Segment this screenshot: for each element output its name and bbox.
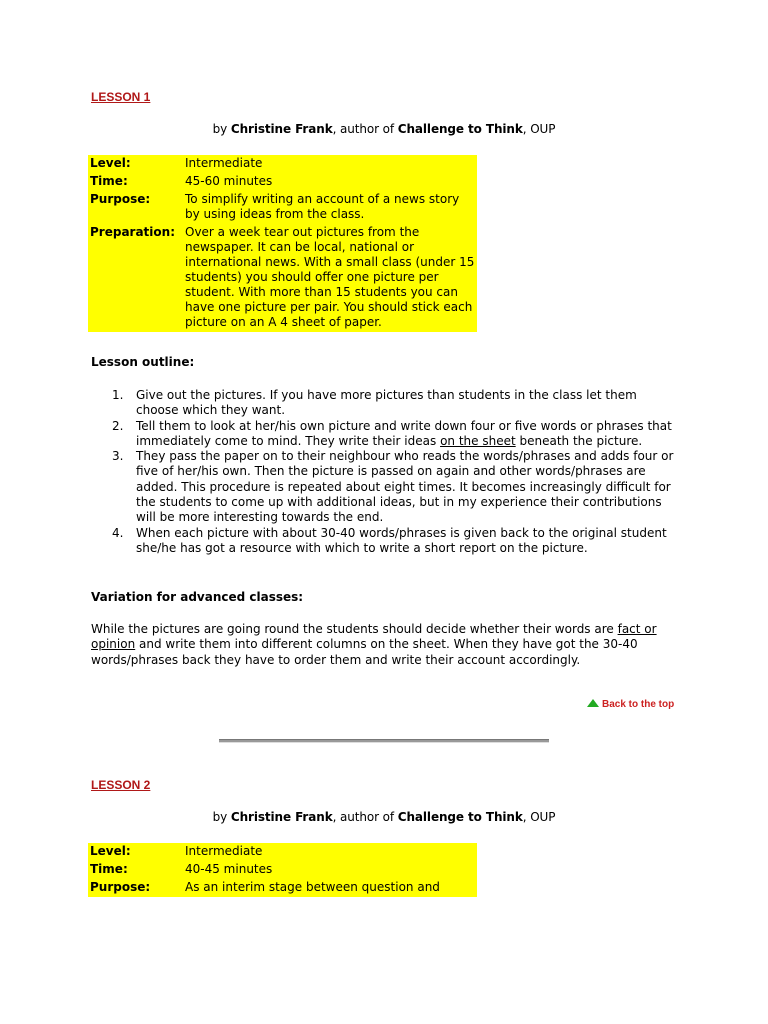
back-to-top-link[interactable] — [587, 699, 674, 710]
list-item — [112, 388, 679, 419]
list-item-text: When each picture with about 30-40 words/phrases is given back to the original student she/he has got a resource with which to write a short report on the picture. — [136, 525, 667, 555]
info-row-time — [88, 173, 477, 191]
variation-heading: Variation for advanced classes: — [91, 590, 304, 604]
info-label: Time: — [90, 862, 128, 876]
info-row-time — [88, 861, 477, 879]
lesson-outline-list — [91, 388, 679, 556]
list-item-text: beneath the picture. — [515, 433, 643, 448]
lesson-1-byline — [0, 122, 768, 136]
info-row-preparation — [88, 224, 477, 332]
info-row-level — [88, 843, 477, 861]
byline-by: by — [212, 810, 228, 824]
info-row-purpose — [88, 191, 477, 224]
fact-or-opinion-link[interactable]: fact or opinion — [91, 622, 657, 652]
list-item — [112, 418, 679, 450]
info-row-level — [88, 155, 477, 173]
lesson-2-link[interactable]: LESSON 2 — [91, 778, 151, 792]
byline-book: Challenge to Think — [397, 122, 523, 136]
info-value: To simplify writing an account of a news story by using ideas from the class. — [185, 192, 460, 221]
on-the-sheet-link[interactable]: on the sheet — [440, 433, 516, 448]
info-label: Preparation: — [90, 225, 175, 239]
byline-author: Christine Frank — [230, 122, 333, 136]
lesson-1-link[interactable]: LESSON 1 — [91, 90, 151, 104]
lesson-2-info-table — [88, 843, 477, 897]
info-label: Level: — [90, 156, 131, 170]
byline-author-of: , author of — [332, 122, 395, 136]
byline-author-of: , author of — [332, 810, 395, 824]
byline-publisher: , OUP — [522, 810, 556, 824]
info-label: Purpose: — [90, 192, 151, 206]
info-label: Level: — [90, 844, 131, 858]
list-item — [112, 525, 679, 557]
variation-paragraph — [91, 622, 673, 668]
lesson-2-byline — [0, 810, 768, 824]
info-label: Purpose: — [90, 880, 151, 894]
variation-text: While the pictures are going round the students should decide whether their words are — [91, 622, 618, 636]
list-item-text: Tell them to look at her/his own picture and write down four or five words or phrases that immediately come to mind. They write their ideas — [136, 418, 672, 448]
section-divider — [219, 739, 549, 743]
info-value: As an interim stage between question and — [185, 880, 440, 894]
list-item-text: Give out the pictures. If you have more pictures than students in the class let them choose which they want. — [136, 388, 637, 418]
back-to-top-label: Back to the top — [602, 699, 675, 710]
list-item-text: They pass the paper on to their neighbour who reads the words/phrases and adds four or five of her/his own. Then the picture is passed on again and other words/phrases are added. This procedure is repeated about eight times. It becomes increasingly difficult for the students to come up with additional ideas, but in my experience their contributions will be more interesting towards the end. — [136, 449, 674, 525]
byline-by: by — [212, 122, 228, 136]
list-item-number: 1. — [112, 388, 124, 402]
arrow-up-icon — [587, 699, 599, 707]
info-value: Intermediate — [185, 844, 263, 858]
info-row-purpose — [88, 879, 477, 897]
byline-publisher: , OUP — [522, 122, 556, 136]
info-value: 45-60 minutes — [185, 174, 273, 188]
byline-author: Christine Frank — [230, 810, 333, 824]
byline-book: Challenge to Think — [397, 810, 523, 824]
info-value: Intermediate — [185, 156, 263, 170]
list-item-number: 4. — [112, 525, 124, 540]
list-item-number: 3. — [112, 449, 124, 464]
lesson-outline-heading: Lesson outline: — [91, 355, 195, 369]
list-item-number: 2. — [112, 418, 124, 433]
lesson-1-info-table — [88, 155, 477, 332]
info-value: 40-45 minutes — [185, 862, 273, 876]
list-item — [112, 449, 679, 525]
info-label: Time: — [90, 174, 128, 188]
variation-text: and write them into different columns on the sheet. When they have got the 30-40 words/phrases back they have to order them and write their account accordingly. — [91, 637, 638, 667]
info-value: Over a week tear out pictures from the newspaper. It can be local, national or international news. With a small class (under 15 students) you should offer one picture per student. With more than 15 students you can have one picture per pair. You should stick each picture on an A 4 sheet of paper. — [185, 225, 475, 329]
